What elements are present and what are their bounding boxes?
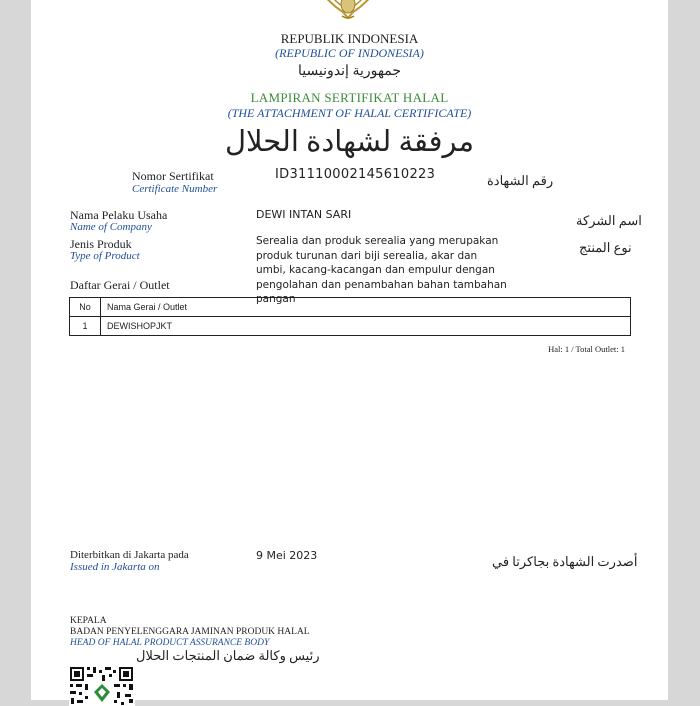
country-title-ar: جمهورية إندونيسيا (297, 64, 402, 79)
certificate-number-label: Nomor Sertifikat (132, 169, 214, 183)
outlet-no-cell: 1 (70, 317, 101, 336)
company-label-en: Name of Company (70, 221, 152, 233)
outlet-name-cell: DEWISHOPJKT (101, 317, 631, 336)
attachment-title-en: (THE ATTACHMENT OF HALAL CERTIFICATE) (227, 106, 472, 120)
product-label: Jenis Produk (70, 237, 132, 251)
certificate-number-label-en: Certificate Number (132, 183, 218, 195)
signatory-body-en: HEAD OF HALAL PRODUCT ASSURANCE BODY (70, 638, 270, 648)
certificate-number-label-ar: رقم الشهادة (487, 173, 554, 188)
country-title-en: (REPUBLIC OF INDONESIA) (275, 46, 424, 60)
certificate-page (31, 0, 668, 700)
product-line: produk turunan dari biji serealia, akar dan (256, 249, 478, 262)
signatory-body-ar: رئيس وكالة ضمان المنتجات الحلال (136, 648, 320, 663)
certificate-number-value: ID31110002145610223 (275, 167, 436, 182)
qr-code-icon (69, 666, 135, 706)
company-label-ar: اسم الشركة (576, 213, 642, 228)
product-line: pengolahan dan penambahan bahan tambahan (256, 278, 507, 291)
table-header-row (70, 298, 631, 317)
product-description (256, 234, 507, 307)
column-header-outlet-name: Nama Gerai / Outlet (101, 298, 631, 317)
product-label-ar: نوع المنتج (579, 240, 632, 255)
table-row (70, 317, 631, 336)
outlet-table (69, 297, 631, 336)
issued-label: Diterbitkan di Jakarta pada (70, 549, 189, 561)
attachment-title: LAMPIRAN SERTIFIKAT HALAL (250, 90, 449, 105)
product-label-en: Type of Product (70, 250, 140, 262)
product-line: umbi, kacang-kacangan dan empulur dengan (256, 264, 495, 276)
column-header-no: No (70, 298, 101, 317)
garuda-emblem-icon (313, 0, 383, 20)
issued-label-en: Issued in Jakarta on (70, 561, 160, 573)
product-line: Serealia dan produk serealia yang merupakan (256, 235, 499, 247)
issued-label-ar: أصدرت الشهادة بجاكرتا في (492, 554, 638, 569)
pagination-info: Hal: 1 / Total Outlet: 1 (548, 344, 625, 354)
issued-date: 9 Mei 2023 (256, 549, 318, 562)
outlet-list-label: Daftar Gerai / Outlet (70, 278, 170, 292)
company-value: DEWI INTAN SARI (256, 208, 352, 221)
attachment-title-ar: مرفقة لشهادة الحلال (224, 126, 475, 158)
country-title: REPUBLIK INDONESIA (280, 31, 419, 46)
signatory-title: KEPALA (70, 616, 107, 626)
company-label: Nama Pelaku Usaha (70, 208, 168, 222)
product-line: pangan (256, 293, 296, 305)
signatory-body: BADAN PENYELENGGARA JAMINAN PRODUK HALAL (70, 627, 310, 637)
